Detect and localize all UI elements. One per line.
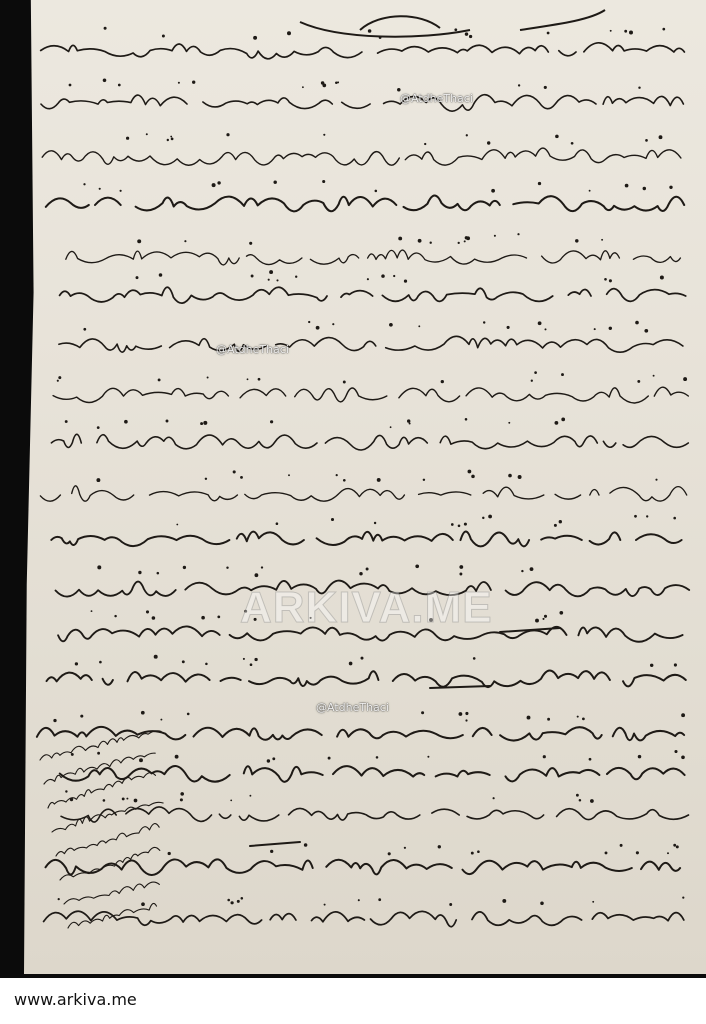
diacritic-dot bbox=[192, 81, 195, 84]
diacritic-dot bbox=[146, 610, 149, 613]
diacritic-dot bbox=[636, 851, 639, 854]
diacritic-dot bbox=[634, 515, 637, 518]
diacritic-dot bbox=[176, 524, 178, 526]
diacritic-dot bbox=[53, 719, 56, 722]
diacritic-dot bbox=[205, 478, 207, 480]
diacritic-dot bbox=[554, 524, 557, 527]
diacritic-dot bbox=[427, 756, 429, 758]
diacritic-dot bbox=[141, 711, 145, 715]
diacritic-dot bbox=[418, 325, 420, 327]
diacritic-dot bbox=[643, 187, 646, 190]
diacritic-dot bbox=[304, 843, 308, 847]
diacritic-dot bbox=[366, 568, 369, 571]
script-line bbox=[42, 148, 681, 165]
diacritic-dot bbox=[217, 616, 220, 619]
script-line bbox=[60, 287, 686, 303]
margin-note-line bbox=[56, 824, 159, 856]
diacritic-dot bbox=[635, 321, 639, 325]
script-line bbox=[51, 434, 688, 450]
script-line bbox=[47, 670, 686, 687]
diacritic-dot bbox=[559, 611, 563, 615]
diacritic-dot bbox=[482, 517, 484, 519]
diacritic-dot bbox=[336, 474, 338, 476]
diacritic-dot bbox=[96, 478, 100, 482]
diacritic-dot bbox=[207, 377, 209, 379]
diacritic-dot bbox=[91, 610, 93, 612]
script-line bbox=[51, 531, 681, 546]
diacritic-dot bbox=[594, 328, 596, 330]
diacritic-dot bbox=[438, 845, 441, 848]
diacritic-dot bbox=[538, 321, 542, 325]
diacritic-dot bbox=[212, 183, 216, 187]
diacritic-dot bbox=[118, 84, 121, 87]
diacritic-dot bbox=[75, 662, 78, 665]
diacritic-dot bbox=[483, 321, 485, 323]
diacritic-dot bbox=[99, 661, 102, 664]
diacritic-dot bbox=[527, 716, 531, 720]
diacritic-dot bbox=[97, 565, 101, 569]
diacritic-dot bbox=[302, 86, 304, 88]
diacritic-dot bbox=[249, 795, 251, 797]
diacritic-dot bbox=[424, 143, 426, 145]
diacritic-dot bbox=[582, 718, 585, 721]
diacritic-dot bbox=[473, 657, 476, 660]
header-flourish bbox=[300, 10, 605, 37]
diacritic-dot bbox=[226, 566, 228, 568]
script-line bbox=[40, 486, 686, 501]
diacritic-dot bbox=[518, 84, 520, 86]
diacritic-dot bbox=[249, 242, 252, 245]
diacritic-dot bbox=[138, 571, 141, 574]
diacritic-dot bbox=[97, 752, 100, 755]
diacritic-dot bbox=[217, 181, 220, 184]
diacritic-dot bbox=[343, 381, 346, 384]
diacritic-dot bbox=[170, 136, 172, 138]
diacritic-dot bbox=[58, 898, 60, 900]
diacritic-dot bbox=[589, 190, 591, 192]
diacritic-dot bbox=[559, 520, 562, 523]
diacritic-dot bbox=[253, 36, 257, 40]
diacritic-dot bbox=[659, 135, 663, 139]
diacritic-dot bbox=[547, 718, 550, 721]
diacritic-dot bbox=[638, 86, 640, 88]
diacritic-dot bbox=[288, 474, 290, 476]
diacritic-dot bbox=[134, 799, 138, 803]
diacritic-dot bbox=[375, 190, 378, 193]
diacritic-dot bbox=[241, 897, 244, 900]
diacritic-dot bbox=[390, 426, 392, 428]
diacritic-dot bbox=[267, 759, 270, 762]
diacritic-dot bbox=[544, 86, 547, 89]
diacritic-dot bbox=[240, 476, 243, 479]
diacritic-dot bbox=[466, 134, 468, 136]
diacritic-dot bbox=[404, 847, 406, 849]
diacritic-dot bbox=[471, 852, 474, 855]
diacritic-dot bbox=[316, 326, 320, 330]
diacritic-dot bbox=[359, 572, 362, 575]
diacritic-dot bbox=[114, 615, 116, 617]
diacritic-dot bbox=[146, 133, 148, 135]
diacritic-dot bbox=[137, 239, 141, 243]
diacritic-dot bbox=[152, 616, 156, 620]
diacritic-dot bbox=[136, 276, 139, 279]
diacritic-dot bbox=[393, 275, 395, 277]
diacritic-dot bbox=[377, 478, 381, 482]
diacritic-dot bbox=[230, 800, 232, 802]
diacritic-dot bbox=[168, 852, 171, 855]
diacritic-dot bbox=[493, 797, 495, 799]
diacritic-dot bbox=[388, 852, 391, 855]
diacritic-dot bbox=[464, 240, 466, 242]
diacritic-dot bbox=[423, 479, 425, 481]
diacritic-dot bbox=[650, 664, 653, 667]
diacritic-dot bbox=[592, 901, 594, 903]
diacritic-dot bbox=[322, 180, 325, 183]
diacritic-dot bbox=[331, 518, 334, 521]
diacritic-dot bbox=[669, 186, 672, 189]
diacritic-dot bbox=[122, 797, 125, 800]
diacritic-dot bbox=[182, 660, 185, 663]
diacritic-dot bbox=[83, 183, 85, 185]
diacritic-dot bbox=[269, 270, 273, 274]
diacritic-dot bbox=[604, 278, 607, 281]
diacritic-dot bbox=[601, 239, 603, 241]
diacritic-dot bbox=[247, 378, 249, 380]
diacritic-dot bbox=[99, 188, 101, 190]
diacritic-dot bbox=[589, 758, 592, 761]
diacritic-dot bbox=[358, 899, 360, 901]
diacritic-dot bbox=[667, 852, 669, 854]
diacritic-dot bbox=[465, 719, 467, 721]
diacritic-dot bbox=[398, 237, 402, 241]
diacritic-dot bbox=[571, 142, 574, 145]
diacritic-dot bbox=[502, 899, 506, 903]
diacritic-dot bbox=[321, 81, 324, 84]
diacritic-dot bbox=[575, 239, 578, 242]
script-line bbox=[31, 911, 683, 926]
diacritic-dot bbox=[251, 275, 254, 278]
diacritic-dot bbox=[80, 715, 83, 718]
diacritic-dot bbox=[178, 82, 180, 84]
diacritic-dot bbox=[673, 844, 676, 847]
diacritic-dot bbox=[261, 566, 263, 568]
diacritic-dot bbox=[272, 757, 275, 760]
diacritic-dot bbox=[507, 326, 510, 329]
watermark-arkiva: ARKIVA.ME bbox=[240, 583, 493, 632]
diacritic-dot bbox=[625, 184, 629, 188]
diacritic-dot bbox=[154, 655, 158, 659]
diacritic-dot bbox=[610, 30, 612, 32]
diacritic-dot bbox=[674, 663, 677, 666]
diacritic-dot bbox=[237, 900, 240, 903]
diacritic-dot bbox=[468, 470, 472, 474]
diacritic-dot bbox=[451, 523, 454, 526]
diacritic-dot bbox=[324, 904, 326, 906]
diacritic-dot bbox=[590, 799, 594, 803]
diacritic-dot bbox=[488, 515, 492, 519]
script-line bbox=[53, 336, 683, 352]
diacritic-dot bbox=[540, 902, 544, 906]
diacritic-dot bbox=[454, 28, 457, 31]
diacritic-dot bbox=[404, 279, 407, 282]
diacritic-dot bbox=[646, 515, 648, 517]
diacritic-dot bbox=[160, 719, 162, 721]
diacritic-dot bbox=[158, 378, 161, 381]
diacritic-dot bbox=[250, 663, 253, 666]
diacritic-dot bbox=[681, 755, 685, 759]
diacritic-dot bbox=[471, 475, 475, 479]
script-line bbox=[28, 95, 683, 111]
script-line bbox=[47, 807, 688, 822]
diacritic-dot bbox=[58, 376, 61, 379]
diacritic-dot bbox=[645, 139, 648, 142]
diacritic-dot bbox=[676, 845, 679, 848]
diacritic-dot bbox=[624, 30, 627, 33]
diacritic-dot bbox=[83, 328, 86, 331]
diacritic-dot bbox=[343, 479, 346, 482]
diacritic-dot bbox=[180, 792, 184, 796]
diacritic-dot bbox=[57, 380, 59, 382]
diacritic-dot bbox=[287, 31, 291, 35]
diacritic-dot bbox=[184, 240, 186, 242]
diacritic-dot bbox=[421, 711, 424, 714]
diacritic-dot bbox=[328, 757, 331, 760]
diacritic-dot bbox=[126, 137, 129, 140]
diacritic-dot bbox=[332, 323, 334, 325]
diacritic-dot bbox=[276, 522, 279, 525]
diacritic-dot bbox=[226, 133, 229, 136]
diacritic-dot bbox=[171, 138, 174, 141]
diacritic-dot bbox=[162, 35, 165, 38]
diacritic-dot bbox=[381, 274, 385, 278]
strike-through bbox=[250, 842, 300, 846]
diacritic-dot bbox=[227, 899, 230, 902]
diacritic-dot bbox=[308, 321, 310, 323]
diacritic-dot bbox=[609, 279, 612, 282]
diacritic-dot bbox=[535, 619, 539, 623]
diacritic-dot bbox=[459, 573, 462, 576]
diacritic-dot bbox=[258, 378, 261, 381]
diacritic-dot bbox=[644, 329, 648, 333]
diacritic-dot bbox=[97, 426, 100, 429]
diacritic-dot bbox=[430, 242, 432, 244]
diacritic-dot bbox=[465, 418, 468, 421]
diacritic-dot bbox=[521, 570, 523, 572]
diacritic-dot bbox=[104, 27, 107, 30]
diacritic-dot bbox=[230, 901, 233, 904]
diacritic-dot bbox=[538, 182, 541, 185]
diacritic-dot bbox=[620, 844, 623, 847]
diacritic-dot bbox=[543, 755, 546, 758]
diacritic-dot bbox=[609, 327, 612, 330]
diacritic-dot bbox=[368, 29, 372, 33]
diacritic-dot bbox=[201, 616, 205, 620]
diacritic-dot bbox=[203, 421, 207, 425]
diacritic-dot bbox=[494, 235, 496, 237]
diacritic-dot bbox=[268, 279, 270, 281]
diacritic-dot bbox=[459, 712, 463, 716]
diacritic-dot bbox=[530, 567, 534, 571]
diacritic-dot bbox=[561, 373, 564, 376]
diacritic-dot bbox=[629, 31, 633, 35]
diacritic-dot bbox=[139, 758, 143, 762]
diacritic-dot bbox=[458, 525, 461, 528]
diacritic-dot bbox=[487, 141, 490, 144]
diacritic-dot bbox=[243, 658, 245, 660]
diacritic-dot bbox=[660, 276, 664, 280]
diacritic-dot bbox=[673, 517, 676, 520]
diacritic-dot bbox=[544, 328, 546, 330]
diacritic-dot bbox=[254, 658, 257, 661]
diacritic-dot bbox=[65, 790, 67, 792]
diacritic-dot bbox=[534, 371, 537, 374]
diacritic-dot bbox=[126, 798, 128, 800]
diacritic-dot bbox=[71, 753, 74, 756]
diacritic-dot bbox=[674, 750, 677, 753]
diacritic-dot bbox=[200, 422, 203, 425]
diacritic-dot bbox=[323, 134, 325, 136]
diacritic-dot bbox=[175, 755, 179, 759]
diacritic-dot bbox=[637, 380, 640, 383]
script-line bbox=[66, 250, 681, 265]
diacritic-dot bbox=[187, 713, 190, 716]
diacritic-dot bbox=[465, 32, 468, 35]
diacritic-dot bbox=[655, 479, 657, 481]
diacritic-dot bbox=[374, 522, 376, 524]
diacritic-dot bbox=[683, 377, 687, 381]
diacritic-dot bbox=[415, 564, 419, 568]
diacritic-dot bbox=[159, 273, 163, 277]
diacritic-dot bbox=[653, 375, 655, 377]
diacritic-dot bbox=[579, 799, 582, 802]
diacritic-dot bbox=[361, 657, 364, 660]
diacritic-dot bbox=[273, 180, 276, 183]
diacritic-dot bbox=[531, 380, 533, 382]
diacritic-dot bbox=[464, 523, 467, 526]
diacritic-dot bbox=[376, 756, 379, 759]
diacritic-dot bbox=[367, 278, 369, 280]
diacritic-dot bbox=[576, 794, 579, 797]
diacritic-dot bbox=[682, 897, 684, 899]
diacritic-dot bbox=[183, 566, 186, 569]
diacritic-dot bbox=[458, 242, 460, 244]
diacritic-dot bbox=[477, 850, 480, 853]
diacritic-dot bbox=[103, 799, 106, 802]
diacritic-dot bbox=[180, 798, 183, 801]
diacritic-dot bbox=[555, 135, 559, 139]
diacritic-dot bbox=[167, 139, 169, 141]
diacritic-dot bbox=[561, 418, 565, 422]
diacritic-dot bbox=[69, 84, 72, 87]
script-line bbox=[28, 43, 684, 59]
diacritic-dot bbox=[270, 420, 273, 423]
watermark-handle-middle: @AtdheThaci bbox=[216, 343, 289, 356]
diacritic-dot bbox=[407, 419, 410, 422]
diacritic-dot bbox=[547, 32, 550, 35]
script-line bbox=[46, 859, 681, 875]
diacritic-dot bbox=[555, 421, 559, 425]
diacritic-dot bbox=[205, 663, 208, 666]
diacritic-dot bbox=[335, 82, 338, 85]
diacritic-dot bbox=[605, 851, 608, 854]
diacritic-dot bbox=[662, 28, 665, 31]
diacritic-dot bbox=[65, 420, 68, 423]
diacritic-dot bbox=[638, 755, 642, 759]
diacritic-dot bbox=[577, 716, 579, 718]
diacritic-dot bbox=[544, 615, 547, 618]
diacritic-dot bbox=[120, 190, 122, 192]
diacritic-dot bbox=[124, 420, 128, 424]
watermark-handle-lower: @AtdheThaci bbox=[316, 701, 389, 714]
diacritic-dot bbox=[233, 470, 236, 473]
script-line bbox=[37, 727, 684, 741]
diacritic-dot bbox=[441, 380, 444, 383]
diacritic-dot bbox=[157, 572, 160, 575]
diacritic-dot bbox=[349, 662, 353, 666]
diacritic-dot bbox=[378, 898, 381, 901]
margin-note-line bbox=[64, 882, 159, 904]
diacritic-dot bbox=[103, 79, 107, 83]
diacritic-dot bbox=[459, 565, 463, 569]
diacritic-dot bbox=[166, 420, 169, 423]
footer-url: www.arkiva.me bbox=[14, 990, 137, 1009]
watermark-handle-top: @AtdheThaci bbox=[400, 92, 473, 105]
diacritic-dot bbox=[508, 422, 510, 424]
diacritic-dot bbox=[255, 573, 259, 577]
diacritic-dot bbox=[465, 712, 468, 715]
script-line bbox=[46, 195, 684, 211]
diacritic-dot bbox=[389, 323, 393, 327]
diacritic-dot bbox=[469, 35, 472, 38]
margin-note-line bbox=[40, 731, 161, 760]
script-line bbox=[53, 387, 688, 403]
diacritic-dot bbox=[491, 189, 495, 193]
diacritic-dot bbox=[518, 475, 522, 479]
diacritic-dot bbox=[542, 618, 544, 620]
diacritic-dot bbox=[276, 279, 278, 281]
diacritic-dot bbox=[141, 902, 145, 906]
diacritic-dot bbox=[418, 239, 422, 243]
diacritic-dot bbox=[466, 236, 470, 240]
diacritic-dot bbox=[449, 903, 452, 906]
diacritic-dot bbox=[295, 276, 297, 278]
diacritic-dot bbox=[270, 850, 273, 853]
diacritic-dot bbox=[517, 233, 519, 235]
diacritic-dot bbox=[508, 474, 512, 478]
diacritic-dot bbox=[681, 713, 685, 717]
